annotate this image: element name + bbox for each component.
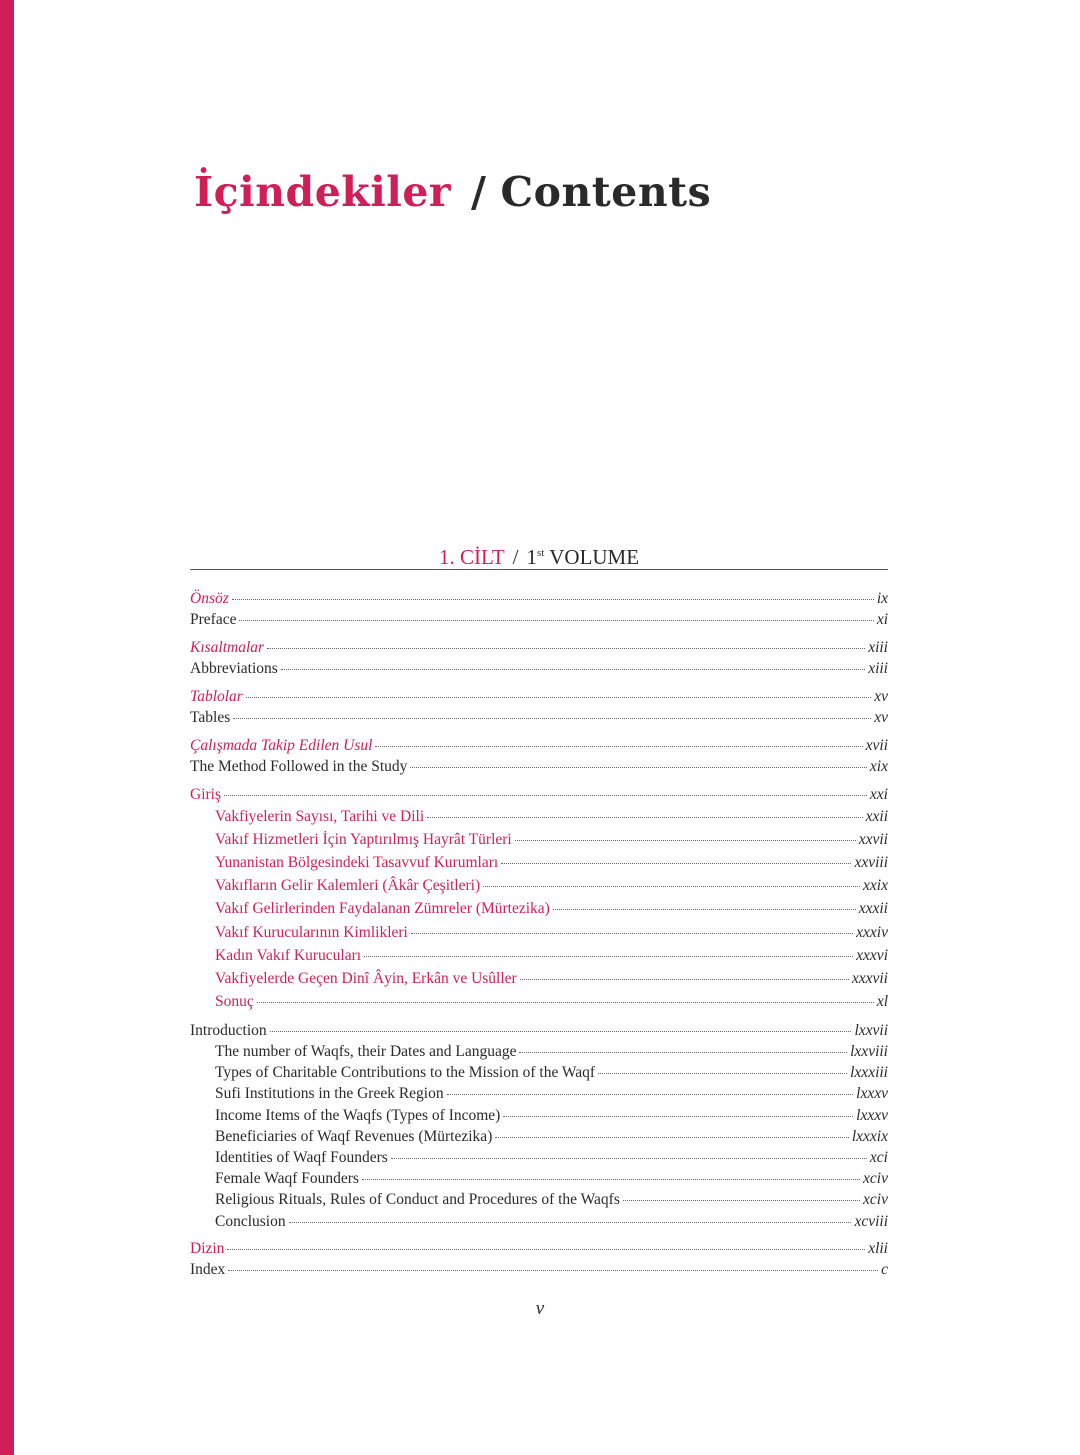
toc-entry-label: Religious Rituals, Rules of Conduct and Procedures of the Waqfs bbox=[215, 1191, 620, 1209]
dot-leader bbox=[598, 1073, 847, 1074]
toc-entry-label: Kısaltmalar bbox=[190, 638, 265, 656]
toc-entry-page: xiii bbox=[868, 638, 888, 656]
toc-entry-label: Yunanistan Bölgesindeki Tasavvuf Kurumları bbox=[215, 854, 499, 872]
toc-entry-page: xi bbox=[876, 611, 888, 629]
toc-entry-label: Introduction bbox=[190, 1021, 267, 1039]
toc-entry-page: xxviii bbox=[854, 854, 888, 872]
toc-entry-page: lxxvii bbox=[854, 1021, 888, 1039]
dot-leader bbox=[427, 817, 862, 818]
toc-subentry[interactable] bbox=[190, 1083, 888, 1104]
toc-subentry[interactable] bbox=[190, 1041, 888, 1062]
dot-leader bbox=[375, 746, 862, 747]
dot-leader bbox=[362, 1179, 860, 1180]
toc-entry-page: xvii bbox=[865, 736, 888, 754]
toc-subentry[interactable] bbox=[190, 1147, 888, 1168]
toc-entry-tablolar[interactable] bbox=[190, 686, 888, 707]
toc-subentry[interactable] bbox=[190, 921, 888, 944]
toc-entry-page: lxxviii bbox=[850, 1043, 888, 1061]
title-separator: / bbox=[471, 168, 487, 216]
toc-subentry[interactable] bbox=[190, 1062, 888, 1083]
toc-entry-page: xxii bbox=[865, 807, 888, 825]
toc-entry-label: Sufi Institutions in the Greek Region bbox=[215, 1085, 444, 1103]
toc-entry-label: Income Items of the Waqfs (Types of Income) bbox=[215, 1106, 501, 1124]
toc-entry-page: lxxxv bbox=[856, 1106, 888, 1124]
dot-leader bbox=[224, 795, 867, 796]
page-title bbox=[194, 168, 711, 216]
dot-leader bbox=[411, 933, 853, 934]
toc-entry-label: Beneficiaries of Waqf Revenues (Mürtezika) bbox=[215, 1127, 493, 1145]
toc-entry-page: ix bbox=[876, 590, 888, 607]
toc-subentry[interactable] bbox=[190, 1168, 888, 1189]
toc-entry-page: lxxxv bbox=[856, 1085, 888, 1103]
toc-subentry[interactable] bbox=[190, 1211, 888, 1232]
toc-entry-abbreviations[interactable] bbox=[190, 658, 888, 679]
dot-leader bbox=[289, 1222, 852, 1223]
toc-entry-label: Vakıf Gelirlerinden Faydalanan Zümreler (Mürtezika) bbox=[215, 900, 550, 918]
dot-leader bbox=[483, 886, 860, 887]
toc-entry-label: Giriş bbox=[190, 785, 221, 803]
toc-entry-page: xxxvii bbox=[851, 970, 888, 987]
toc-subentry[interactable] bbox=[190, 851, 888, 874]
table-of-contents bbox=[190, 538, 888, 1281]
toc-entry-dizin[interactable] bbox=[190, 1238, 888, 1259]
dot-leader bbox=[623, 1200, 860, 1201]
toc-entry-page: xix bbox=[869, 757, 888, 775]
toc-entry-page: xlii bbox=[868, 1240, 888, 1258]
dot-leader bbox=[503, 1116, 853, 1117]
dot-leader bbox=[553, 909, 856, 910]
toc-entry-label: Tablolar bbox=[190, 687, 243, 705]
toc-entry-page: c bbox=[881, 1261, 888, 1279]
dot-leader bbox=[257, 1002, 874, 1003]
toc-entry-kisaltmalar[interactable] bbox=[190, 637, 888, 658]
toc-entry-label: The Method Followed in the Study bbox=[190, 757, 408, 775]
toc-entry-usul[interactable] bbox=[190, 735, 888, 756]
toc-entry-label: Vakıf Hizmetleri İçin Yaptırılmış Hayrât Türleri bbox=[215, 830, 512, 848]
toc-entry-page: xci bbox=[869, 1149, 888, 1166]
dot-leader bbox=[246, 697, 871, 698]
toc-entries bbox=[190, 588, 888, 1281]
dot-leader bbox=[391, 1158, 867, 1159]
toc-entry-page: xxi bbox=[869, 785, 888, 803]
volume-heading bbox=[190, 538, 888, 568]
volume-rule bbox=[190, 569, 888, 570]
toc-entry-page: xciv bbox=[863, 1170, 888, 1188]
toc-entry-tables[interactable] bbox=[190, 707, 888, 728]
toc-entry-label: Identities of Waqf Founders bbox=[215, 1149, 388, 1166]
toc-subentry[interactable] bbox=[190, 805, 888, 828]
toc-entry-label: Preface bbox=[190, 611, 237, 629]
toc-entry-label: Index bbox=[190, 1261, 226, 1279]
volume-turkish: 1. CİLT bbox=[438, 545, 505, 569]
dot-leader bbox=[515, 840, 856, 841]
toc-subentry[interactable] bbox=[190, 967, 888, 990]
volume-separator: / bbox=[512, 545, 519, 569]
page-number: v bbox=[535, 1298, 545, 1319]
toc-entry-page: lxxxiii bbox=[850, 1064, 888, 1082]
toc-entry-label: Vakıf Kurucularının Kimlikleri bbox=[215, 923, 408, 941]
title-english: Contents bbox=[500, 168, 712, 216]
dot-leader bbox=[270, 1031, 852, 1032]
dot-leader bbox=[519, 1052, 847, 1053]
toc-entry-index[interactable] bbox=[190, 1259, 888, 1280]
toc-entry-label: Vakfiyelerde Geçen Dinî Âyin, Erkân ve Usûller bbox=[215, 970, 517, 987]
toc-entry-label: Sonuç bbox=[215, 993, 254, 1011]
toc-subentry[interactable] bbox=[190, 897, 888, 920]
toc-entry-label: Kadın Vakıf Kurucuları bbox=[215, 946, 362, 964]
dot-leader bbox=[501, 863, 851, 864]
toc-subentry[interactable] bbox=[190, 828, 888, 851]
toc-entry-introduction[interactable] bbox=[190, 1020, 888, 1041]
toc-subentry[interactable] bbox=[190, 1126, 888, 1147]
dot-leader bbox=[232, 599, 874, 600]
toc-subentry[interactable] bbox=[190, 990, 888, 1013]
toc-entry-label: Vakıfların Gelir Kalemleri (Âkâr Çeşitleri) bbox=[215, 877, 481, 895]
toc-subentry[interactable] bbox=[190, 1189, 888, 1210]
volume-word: VOLUME bbox=[549, 545, 640, 569]
toc-subentry[interactable] bbox=[190, 944, 888, 967]
toc-entry-label: Önsöz bbox=[190, 590, 229, 607]
toc-entry-label: Tables bbox=[190, 708, 231, 726]
toc-entry-page: xl bbox=[876, 993, 888, 1011]
dot-leader bbox=[447, 1094, 854, 1095]
toc-entry-page: xxxvi bbox=[856, 946, 888, 964]
dot-leader bbox=[267, 648, 865, 649]
toc-entry-preface[interactable] bbox=[190, 609, 888, 630]
toc-entry-onsoz[interactable] bbox=[190, 588, 888, 609]
toc-entry-label: Dizin bbox=[190, 1240, 225, 1258]
toc-entry-label: The number of Waqfs, their Dates and Language bbox=[215, 1043, 517, 1061]
dot-leader bbox=[364, 956, 853, 957]
toc-entry-page: lxxxix bbox=[851, 1127, 888, 1145]
toc-entry-label: Vakfiyelerin Sayısı, Tarihi ve Dili bbox=[215, 807, 425, 825]
toc-entry-method[interactable] bbox=[190, 756, 888, 777]
toc-entry-label: Abbreviations bbox=[190, 660, 278, 678]
toc-entry-label: Çalışmada Takip Edilen Usul bbox=[190, 736, 373, 754]
dot-leader bbox=[239, 620, 873, 621]
dot-leader bbox=[281, 669, 865, 670]
toc-entry-page: xxix bbox=[863, 877, 888, 895]
toc-entry-label: Types of Charitable Contributions to the Mission of the Waqf bbox=[215, 1064, 596, 1082]
toc-entry-page: xiii bbox=[868, 660, 888, 678]
toc-entry-page: xv bbox=[874, 687, 888, 705]
toc-entry-page: xxxii bbox=[858, 900, 888, 918]
left-accent-bar bbox=[0, 0, 14, 1455]
toc-subentry[interactable] bbox=[190, 874, 888, 897]
toc-entry-page: xv bbox=[874, 708, 888, 726]
dot-leader bbox=[520, 979, 849, 980]
volume-english bbox=[527, 545, 640, 569]
dot-leader bbox=[495, 1137, 849, 1138]
toc-entry-page: xcviii bbox=[854, 1212, 888, 1230]
toc-entry-giris[interactable] bbox=[190, 784, 888, 805]
toc-subentry[interactable] bbox=[190, 1105, 888, 1126]
dot-leader bbox=[227, 1249, 865, 1250]
toc-entry-label: Conclusion bbox=[215, 1212, 286, 1230]
toc-entry-page: xxxiv bbox=[856, 923, 888, 941]
toc-entry-page: xciv bbox=[863, 1191, 888, 1209]
toc-entry-label: Female Waqf Founders bbox=[215, 1170, 359, 1188]
title-turkish: İçindekiler bbox=[194, 168, 452, 216]
volume-number: 1 bbox=[526, 545, 538, 569]
volume-ordinal-suffix: st bbox=[537, 547, 545, 559]
toc-entry-page: xxvii bbox=[858, 830, 888, 848]
dot-leader bbox=[233, 718, 871, 719]
dot-leader bbox=[228, 1270, 878, 1271]
dot-leader bbox=[410, 767, 867, 768]
